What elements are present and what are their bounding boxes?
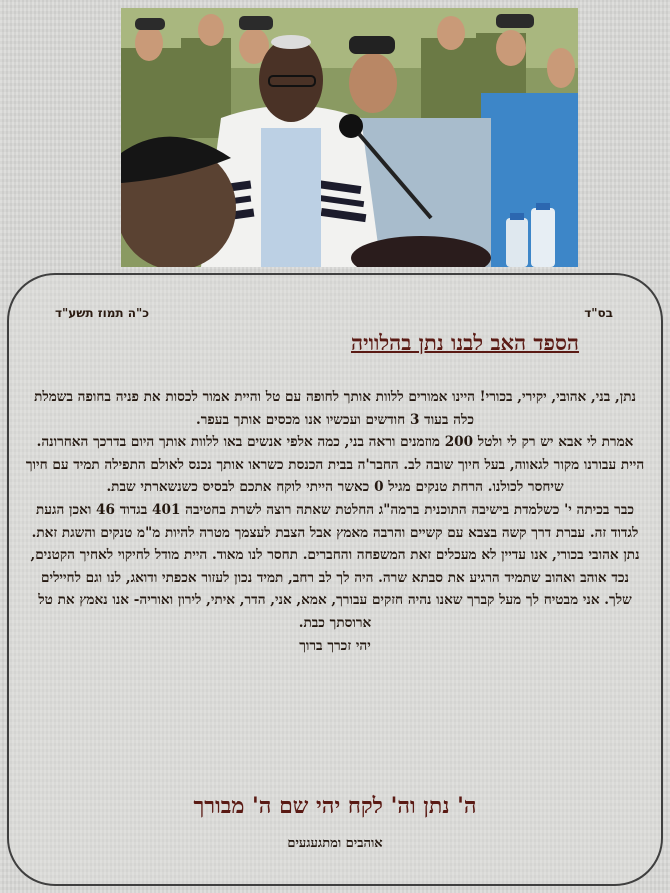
paragraph-2: אמרת לי אבא יש רק לי ולטל 200 מוזמנים וראה בני, כמה אלפי אנשים באו ללוות אותך היום בדרכך האחרונה. היית עבורנו מקור לגאווה, בעל חיוך שובה לב. החבר'ה בבית הכנסת כשראו אותך נכנס לאולם התפילה תמיד עם חיוך שיחסר לכולנו. הרחת טנקים מגיל 0 כאשר הייתי לוקח אתכם לבסיס כשנשארתי שבת. xyxy=(25,434,645,496)
page-title xyxy=(0,330,670,356)
closing-verse: ה' נתן וה' לקח יהי שם ה' מבורך xyxy=(193,793,477,819)
bsd-label: בס"ד xyxy=(584,306,613,320)
blessing-line: יהי זכרך ברוך xyxy=(299,637,371,654)
signature: אוהבים ומתגעגעים xyxy=(287,836,383,851)
hebrew-date: כ"ה תמוז תשע"ד xyxy=(55,306,150,320)
eulogy-photo xyxy=(121,8,578,267)
paragraph-3: כבר בכיתה י' כשלמדת בישיבה התוכנית ברמה"ג החלטת שאתה רוצה לשרת בחטיבה 401 בגדוד 46 ואכן הגעת לגדוד זה. עברת דרך קשה בצבא עם קשיים והרבה מאמץ אבל הצבת לעצמך מטרה להיות מ"מ טנקים והשגת זאת. xyxy=(31,501,639,541)
paragraph-1: נתן, בני, אהובי, יקירי, בכורי! היינו אמורים ללוות אותך לחופה עם טל והיית אמור לכסות את פניה בחופה בשמלת כלה בעוד 3 חודשים ועכשיו אנו מכסים אותך בעפר. xyxy=(34,389,636,428)
paragraph-4: נתן אהובי בכורי, אנו עדיין לא מעכלים זאת המשפחה והחברים. תחסר לנו מאוד. היית מודל לחיקוי לאחיך הקטנים, נכד אוהב ואהוב שתמיד הרגיע את סבתא שרה. היה לך לב רחב, תמיד נכון לעזור אכפתי ודואג, לנו וגם לחיילים שלך. אני מבטיח לך מעל קברך שאנו נהיה חזקים עבורך, אמא, אני, הדר, איתי, לירון ואוריה- אנו נאמץ את טל ארוסתך כבת. xyxy=(30,547,640,631)
eulogy-body xyxy=(25,386,645,657)
page-title-text: הספד האב לבנו נתן בהלוויה xyxy=(351,330,579,355)
